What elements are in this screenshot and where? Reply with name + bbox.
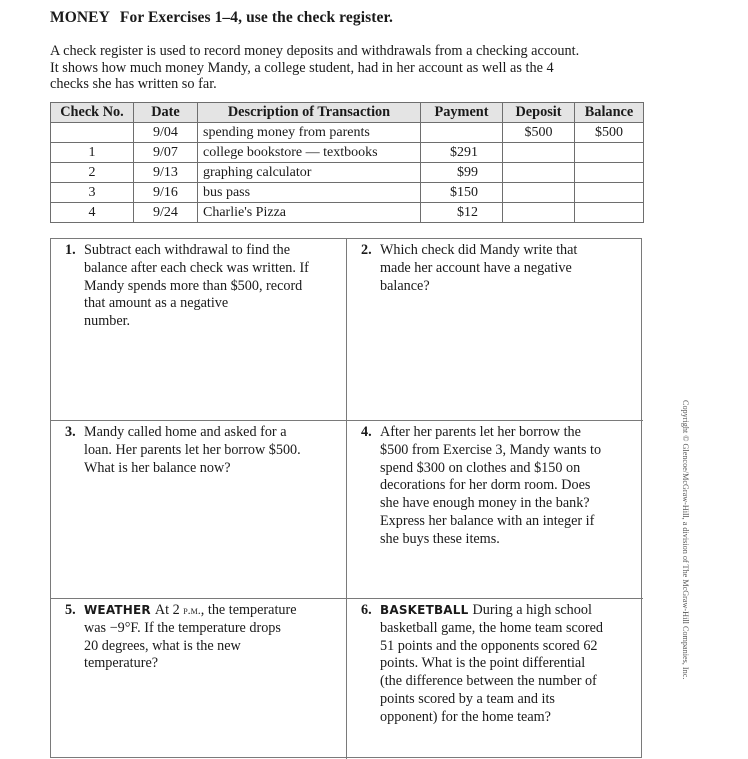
exercise-line: points. What is the point differential bbox=[380, 655, 586, 672]
cell-payment: $291 bbox=[421, 143, 503, 163]
cell-description: college bookstore — textbooks bbox=[198, 143, 421, 163]
cell-balance bbox=[575, 183, 644, 203]
cell-balance bbox=[575, 163, 644, 183]
exercise-line: balance after each check was written. If bbox=[84, 259, 309, 276]
exercise-line: Mandy spends more than $500, record bbox=[84, 277, 303, 294]
exercise-number: 1. bbox=[65, 242, 76, 258]
exercise-4-box[interactable] bbox=[347, 420, 643, 598]
table-row bbox=[51, 163, 644, 183]
exercise-line: loan. Her parents let her borrow $500. bbox=[84, 441, 301, 458]
exercise-3-box[interactable] bbox=[51, 420, 347, 598]
column-header-deposit: Deposit bbox=[503, 103, 575, 123]
intro-paragraph bbox=[50, 43, 650, 93]
exercise-line: After her parents let her borrow the bbox=[380, 424, 581, 440]
cell-description: Charlie's Pizza bbox=[198, 203, 421, 223]
table-row bbox=[51, 203, 644, 223]
exercise-line: spend $300 on clothes and $150 on bbox=[380, 459, 581, 476]
cell-payment: $150 bbox=[421, 183, 503, 203]
cell-date: 9/04 bbox=[134, 123, 198, 143]
cell-date: 9/16 bbox=[134, 183, 198, 203]
text-span: , the temperature bbox=[200, 602, 297, 618]
text-span: p.m. bbox=[183, 603, 201, 617]
column-header-check-no: Check No. bbox=[51, 103, 134, 123]
exercise-line: temperature? bbox=[84, 655, 159, 672]
cell-deposit bbox=[503, 203, 575, 223]
column-header-description: Description of Transaction bbox=[198, 103, 421, 123]
exercise-number: 5. bbox=[65, 602, 76, 618]
column-header-payment: Payment bbox=[421, 103, 503, 123]
cell-description: bus pass bbox=[198, 183, 421, 203]
copyright-notice: Copyright © Glencoe/McGraw-Hill, a division of The McGraw-Hill Companies, Inc. bbox=[681, 400, 690, 680]
exercise-5-box[interactable] bbox=[51, 598, 347, 759]
exercise-3-text bbox=[84, 424, 337, 477]
table-row bbox=[51, 123, 644, 143]
cell-date: 9/13 bbox=[134, 163, 198, 183]
cell-check-no bbox=[51, 123, 134, 143]
exercise-6-text bbox=[380, 602, 633, 727]
table-header-row bbox=[51, 103, 644, 123]
cell-balance bbox=[575, 203, 644, 223]
cell-date: 9/07 bbox=[134, 143, 198, 163]
text-span: At 2 bbox=[154, 602, 184, 618]
exercise-line: she have enough money in the bank? bbox=[380, 495, 590, 512]
exercise-line: Express her balance with an integer if bbox=[380, 512, 595, 529]
exercise-line bbox=[380, 602, 633, 620]
cell-description: spending money from parents bbox=[198, 123, 421, 143]
cell-payment: $12 bbox=[421, 203, 503, 223]
intro-line: It shows how much money Mandy, a college student, had in her account as well as the 4 bbox=[50, 59, 554, 76]
exercise-2-text bbox=[380, 242, 633, 295]
cell-check-no: 1 bbox=[51, 143, 134, 163]
exercise-line: number. bbox=[84, 313, 131, 330]
cell-check-no: 3 bbox=[51, 183, 134, 203]
exercise-line: 20 degrees, what is the new bbox=[84, 637, 241, 654]
exercise-1-text bbox=[84, 242, 337, 331]
heading-instruction: For Exercises 1–4, use the check register. bbox=[119, 9, 394, 26]
cell-deposit bbox=[503, 143, 575, 163]
exercise-6-box[interactable] bbox=[347, 598, 643, 759]
exercise-line: that amount as a negative bbox=[84, 295, 229, 312]
topic-tag-weather: WEATHER bbox=[84, 603, 151, 617]
intro-line: A check register is used to record money deposits and withdrawals from a checking account. bbox=[50, 43, 580, 59]
exercise-2-box[interactable] bbox=[347, 239, 643, 420]
cell-balance bbox=[575, 143, 644, 163]
exercise-line: (the difference between the number of bbox=[380, 673, 597, 690]
cell-deposit bbox=[503, 183, 575, 203]
cell-payment: $99 bbox=[421, 163, 503, 183]
exercise-line: Which check did Mandy write that bbox=[380, 242, 578, 258]
exercise-line: What is her balance now? bbox=[84, 459, 231, 476]
cell-check-no: 2 bbox=[51, 163, 134, 183]
exercise-number: 4. bbox=[361, 424, 372, 440]
page-heading bbox=[50, 9, 393, 27]
exercise-line: Subtract each withdrawal to find the bbox=[84, 242, 291, 258]
table-row bbox=[51, 143, 644, 163]
intro-line: checks she has written so far. bbox=[50, 76, 217, 92]
exercise-line: opponent) for the home team? bbox=[380, 708, 551, 725]
exercise-line: made her account have a negative bbox=[380, 259, 572, 276]
exercise-line: basketball game, the home team scored bbox=[380, 619, 603, 636]
exercise-1-box[interactable] bbox=[51, 239, 347, 420]
topic-tag-basketball: BASKETBALL bbox=[380, 603, 469, 617]
exercise-number: 2. bbox=[361, 242, 372, 258]
exercise-number: 3. bbox=[65, 424, 76, 440]
exercise-line: 51 points and the opponents scored 62 bbox=[380, 637, 598, 654]
cell-check-no: 4 bbox=[51, 203, 134, 223]
exercise-4-text bbox=[380, 424, 633, 549]
exercise-5-text bbox=[84, 602, 337, 673]
cell-deposit bbox=[503, 163, 575, 183]
column-header-date: Date bbox=[134, 103, 198, 123]
check-register-table bbox=[50, 102, 644, 223]
table-row bbox=[51, 183, 644, 203]
text-span: During a high school bbox=[472, 602, 592, 618]
exercise-grid bbox=[50, 238, 642, 758]
exercise-line: decorations for her dorm room. Does bbox=[380, 477, 591, 494]
cell-balance: $500 bbox=[575, 123, 644, 143]
exercise-line: was −9°F. If the temperature drops bbox=[84, 619, 281, 636]
exercise-line: Mandy called home and asked for a bbox=[84, 424, 287, 440]
exercise-line: points scored by a team and its bbox=[380, 690, 555, 707]
cell-payment bbox=[421, 123, 503, 143]
exercise-line bbox=[84, 602, 337, 620]
exercise-line: balance? bbox=[380, 277, 430, 294]
cell-description: graphing calculator bbox=[198, 163, 421, 183]
exercise-number: 6. bbox=[361, 602, 372, 618]
exercise-line: $500 from Exercise 3, Mandy wants to bbox=[380, 441, 602, 458]
cell-date: 9/24 bbox=[134, 203, 198, 223]
heading-topic: MONEY bbox=[50, 9, 110, 26]
cell-deposit: $500 bbox=[503, 123, 575, 143]
exercise-line: she buys these items. bbox=[380, 530, 500, 547]
column-header-balance: Balance bbox=[575, 103, 644, 123]
